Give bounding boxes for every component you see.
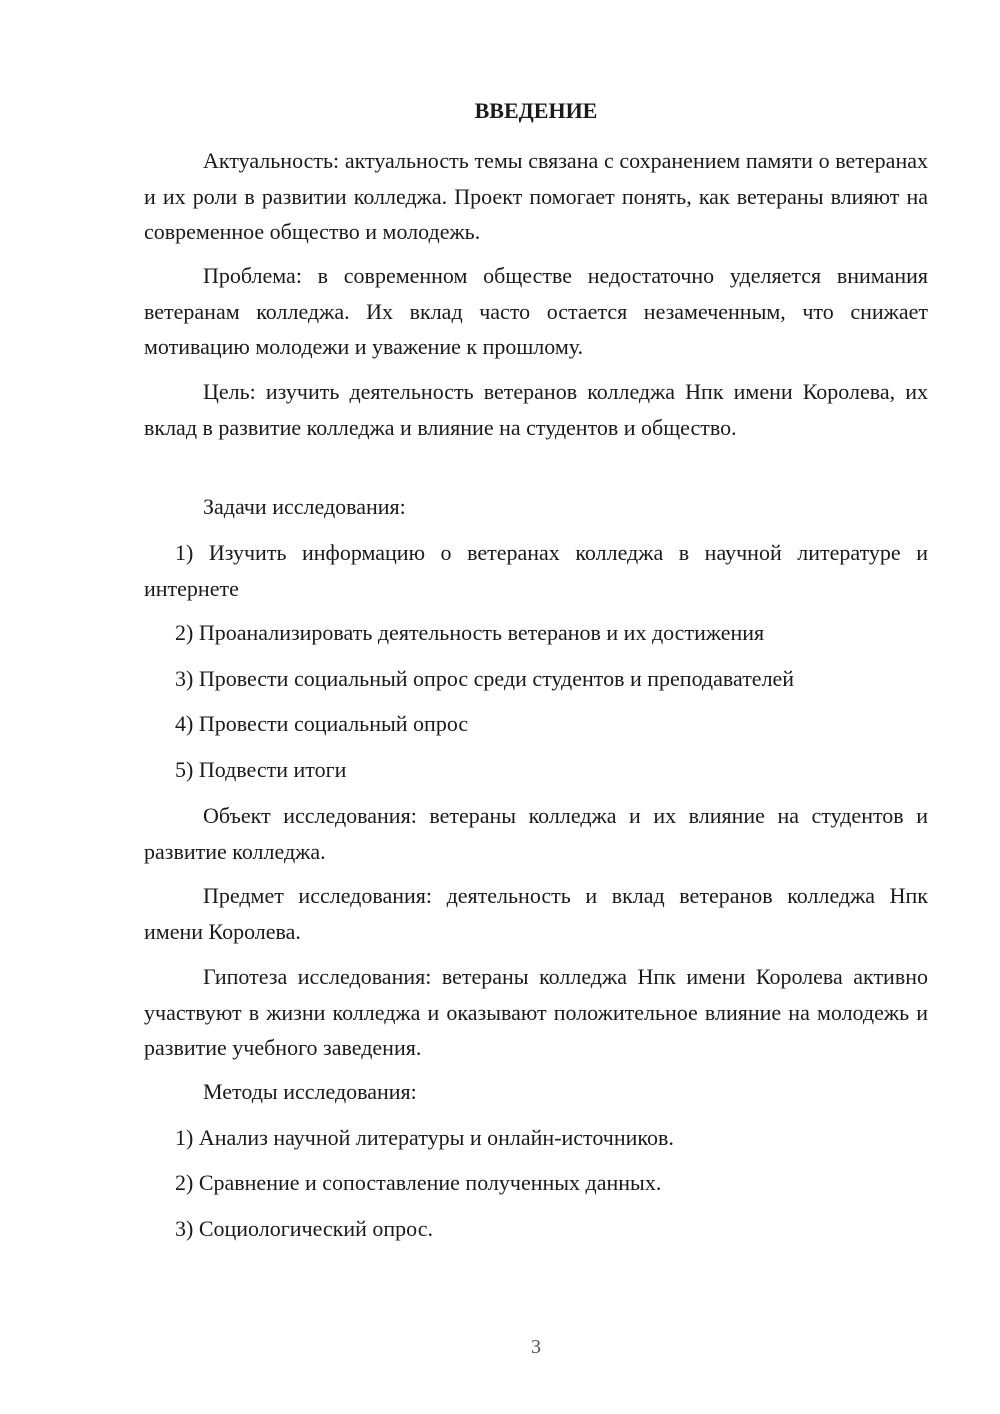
task-item-4: 4) Провести социальный опрос (175, 711, 469, 736)
task-item-5: 5) Подвести итоги (175, 757, 347, 782)
paragraph-relevance: Актуальность: актуальность темы связана с сохранением памяти о ветеранах и их роли в развитии колледжа. Проект помогает понять, как ветераны влияют на современное общество и молодежь. (144, 148, 928, 244)
method-item-3: 3) Социологический опрос. (175, 1216, 433, 1241)
paragraph-hypothesis: Гипотеза исследования: ветераны колледжа Нпк имени Королева активно участвуют в жизни колледжа и оказывают положительное влияние на молодежь и развитие учебного заведения. (144, 964, 928, 1060)
paragraph-object: Объект исследования: ветераны колледжа и их влияние на студентов и развитие колледжа. (144, 803, 928, 864)
page-number: 3 (531, 1336, 541, 1358)
task-item-3: 3) Провести социальный опрос среди студентов и преподавателей (175, 666, 795, 691)
paragraph-goal: Цель: изучить деятельность ветеранов колледжа Нпк имени Королева, их вклад в развитие колледжа и влияние на студентов и общество. (144, 379, 928, 440)
paragraph-problem: Проблема: в современном обществе недостаточно уделяется внимания ветеранам колледжа. Их вклад часто остается незамеченным, что снижает мотивацию молодежи и уважение к прошлому. (144, 263, 928, 359)
method-item-1: 1) Анализ научной литературы и онлайн-источников. (175, 1125, 674, 1150)
section-title: ВВЕДЕНИЕ (474, 98, 598, 123)
method-item-2: 2) Сравнение и сопоставление полученных данных. (175, 1170, 662, 1195)
methods-heading: Методы исследования: (203, 1079, 417, 1104)
task-item-2: 2) Проанализировать деятельность ветеранов и их достижения (175, 620, 765, 645)
paragraph-subject: Предмет исследования: деятельность и вклад ветеранов колледжа Нпк имени Королева. (144, 883, 928, 944)
task-item-1: 1) Изучить информацию о ветеранах колледжа в научной литературе и интернете (144, 540, 928, 601)
tasks-heading: Задачи исследования: (203, 494, 406, 519)
